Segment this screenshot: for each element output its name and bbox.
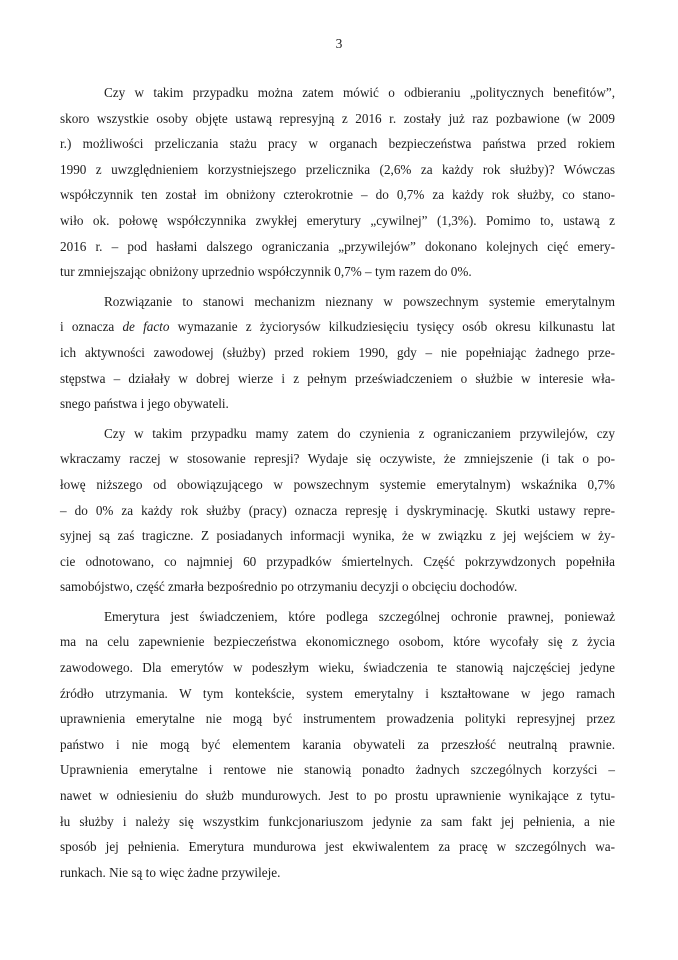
text-line: syjnej są zaś tragiczne. Z posiadanych informacji wynika, że w związku z jej wejściem w ży- — [60, 528, 615, 544]
text-line: Czy w takim przypadku można zatem mówić o odbieraniu „politycznych benefitów”, — [104, 85, 615, 100]
text-line: 2016 r. – pod hasłami dalszego ograniczania „przywilejów” dokonano kolejnych cięć emery- — [60, 238, 615, 254]
text-line: uprawnienia emerytalne nie mogą być instrumentem prowadzenia polityki represyjnej przez — [60, 711, 615, 727]
text-line: wkraczamy raczej w stosowanie represji? Wydaje się oczywiste, że zmniejszenie (i tak o po- — [60, 451, 615, 467]
paragraph — [60, 421, 615, 600]
text-line: łowę niższego od obowiązującego w powszechnym systemie emerytalnym) wskaźnika 0,7% — [60, 476, 615, 492]
text-line: – do 0% za każdy rok służby (pracy) oznacza represję i dyskryminację. Skutki ustawy repre- — [60, 502, 615, 518]
text-line: Emerytura jest świadczeniem, które podlega szczególnej ochronie prawnej, ponieważ — [104, 608, 615, 624]
text-line: 1990 z uwzględnieniem korzystniejszego przelicznika (2,6% za każdy rok służby)? Wówczas — [60, 161, 615, 177]
text-line: sposób jej pełnienia. Emerytura mundurowa jest ekwiwalentem za pracę w szczególnych wa- — [60, 839, 615, 855]
text-line: Uprawnienia emerytalne i rentowe nie stanowią ponadto żadnych szczególnych korzyści – — [60, 762, 615, 778]
text-line: źródło utrzymania. W tym kontekście, system emerytalny i kształtowane w jego ramach — [60, 685, 615, 701]
page-number: 3 — [335, 36, 343, 51]
document-body — [60, 80, 615, 889]
text-line: Rozwiązanie to stanowi mechanizm nieznany w powszechnym systemie emerytalnym — [104, 293, 615, 309]
text-line: łu służby i należy się wszystkim funkcjonariuszom jedynie za sam fakt jej pełnienia, a nie — [60, 813, 615, 829]
text-line: stępstwa – działały w dobrej wierze i z pełnym przeświadczeniem o służbie w interesie wła- — [60, 370, 615, 386]
text-line: samobójstwo, część zmarła bezpośrednio po otrzymaniu decyzji o obcięciu dochodów. — [60, 579, 518, 595]
text-line: współczynnik ten został im obniżony czterokrotnie – do 0,7% za każdy rok służby, co stano- — [60, 187, 615, 203]
text-line: zawodowego. Dla emerytów w podeszłym wieku, świadczenia te stanowią najczęściej jedyne — [60, 660, 615, 676]
text-line: skoro wszystkie osoby objęte ustawą represyjną z 2016 r. zostały już raz pozbawione (w 2009 — [60, 110, 615, 126]
text-line: r.) możliwości przeliczania stażu pracy w organach bezpieczeństwa państwa przed rokiem — [60, 136, 615, 152]
text-line: Czy w takim przypadku mamy zatem do czynienia z ograniczaniem przywilejów, czy — [104, 425, 615, 441]
text-line: nawet w odniesieniu do służb mundurowych. Jest to po prostu uprawnienie wynikające z tytu- — [60, 788, 615, 804]
text-line: cie odnotowano, co najmniej 60 przypadków śmiertelnych. Część pokrzywdzonych popełniła — [60, 553, 615, 569]
text-line: tur zmniejszając obniżony uprzednio współczynnik 0,7% – tym razem do 0%. — [60, 264, 472, 280]
text-line: ich aktywności zawodowej (służby) przed rokiem 1990, gdy – nie popełniając żadnego prze- — [60, 344, 615, 360]
paragraph — [60, 604, 615, 886]
paragraph — [60, 80, 615, 285]
paragraph — [60, 289, 615, 417]
text-line: wiło ok. połowę współczynnika zwykłej emerytury „cywilnej” (1,3%). Pomimo to, ustawą z — [60, 212, 615, 228]
text-line: państwo i nie mogą być elementem karania obywateli za przeszłość neutralną prawnie. — [60, 736, 615, 752]
text-line: runkach. Nie są to więc żadne przywileje. — [60, 864, 281, 880]
text-line: ma na celu zapewnienie bezpieczeństwa ekonomicznego osobom, które wycofały się z życia — [60, 634, 615, 650]
text-line: snego państwa i jego obywateli. — [60, 396, 229, 412]
text-line: i oznacza de facto wymazanie z życiorysów kilkudziesięciu tysięcy osób okresu kilkunastu lat — [60, 319, 615, 335]
